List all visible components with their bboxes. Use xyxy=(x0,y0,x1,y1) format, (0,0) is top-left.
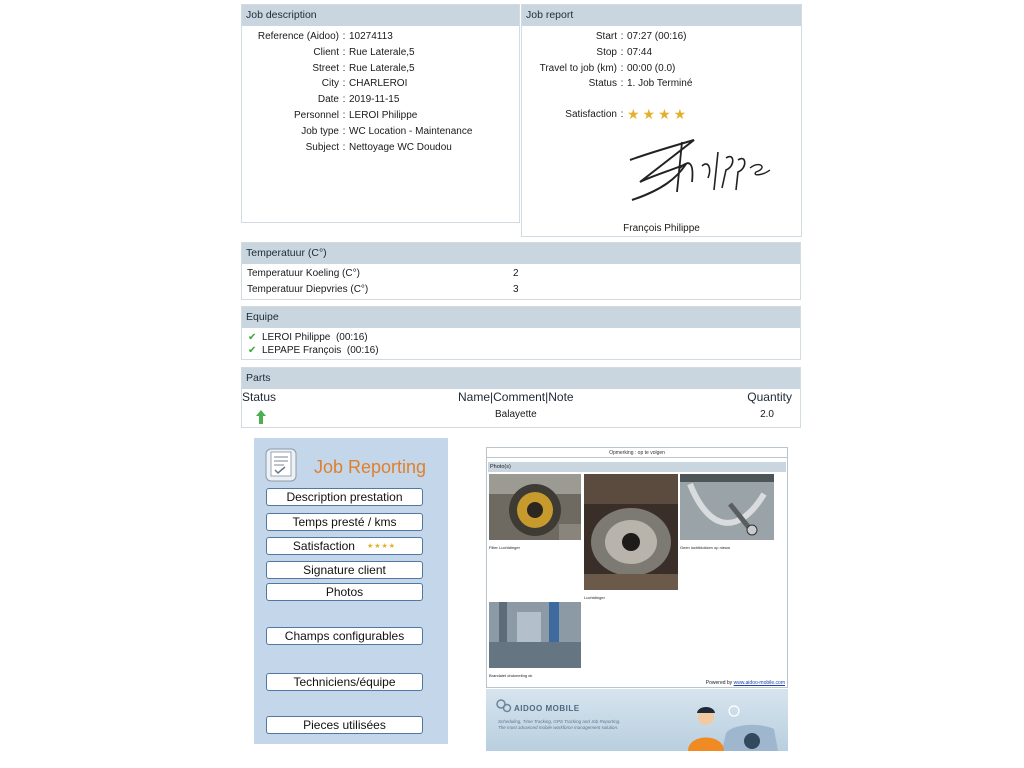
description-prestation-button[interactable]: Description prestation xyxy=(266,488,423,506)
part-quantity: 2.0 xyxy=(760,409,774,420)
signature-image xyxy=(622,130,782,212)
stop-row: Stop : 07:44 xyxy=(596,46,653,58)
photo-caption: Filter Luchtdinger xyxy=(489,545,520,550)
check-icon: ✔ xyxy=(248,345,257,356)
photos-panel xyxy=(486,447,788,688)
job-report-panel xyxy=(521,4,802,237)
parts-title: Parts xyxy=(242,368,800,389)
job-description-panel xyxy=(241,4,520,223)
photo-caption: Geen luchtklokken op nieuw xyxy=(680,545,731,550)
parts-panel xyxy=(241,367,801,428)
photos-remark: Opmerking : op te volgen xyxy=(487,448,787,458)
temp-row-koeling: Temperatuur Koeling (C°) 2 xyxy=(247,268,519,279)
job-description-title: Job description xyxy=(242,5,519,26)
job-type-row: Job type : WC Location - Maintenance xyxy=(301,125,473,137)
street-row: Street : Rue Laterale,5 xyxy=(312,62,415,74)
gears-icon xyxy=(496,699,512,713)
temps-preste-button[interactable]: Temps presté / kms xyxy=(266,513,423,531)
photo-luchtklokken[interactable] xyxy=(680,474,774,540)
photo-brandalet[interactable] xyxy=(489,602,581,668)
job-reporting-menu xyxy=(254,438,448,744)
job-report-title: Job report xyxy=(522,5,801,26)
subject-row: Subject : Nettoyage WC Doudou xyxy=(305,141,452,153)
parts-col-quantity: Quantity xyxy=(747,390,792,404)
photo-filter[interactable] xyxy=(489,474,581,540)
arrow-up-icon xyxy=(256,410,266,424)
date-row: Date : 2019-11-15 xyxy=(317,94,400,106)
pieces-utilisees-button[interactable]: Pieces utilisées xyxy=(266,716,423,734)
techniciens-equipe-button[interactable]: Techniciens/équipe xyxy=(266,673,423,691)
temperature-panel xyxy=(241,242,801,300)
equipe-title: Equipe xyxy=(242,307,800,328)
start-row: Start : 07:27 (00:16) xyxy=(595,31,687,42)
parts-col-status: Status xyxy=(242,390,277,404)
photos-title: Photo(s) xyxy=(488,462,786,472)
equipe-member: ✔ LEPAPE François (00:16) xyxy=(248,345,379,356)
aidoo-banner xyxy=(486,689,788,751)
signature-client-button[interactable]: Signature client xyxy=(266,561,423,579)
satisfaction-row: Satisfaction : ★★★★ xyxy=(565,106,690,123)
equipe-member: ✔ LEROI Philippe (00:16) xyxy=(248,332,368,343)
satisfaction-button[interactable]: Satisfaction ★★★★ xyxy=(266,537,423,555)
equipe-panel xyxy=(241,306,801,360)
job-reporting-title: Job Reporting xyxy=(314,457,427,477)
reference-row: Reference (Aidoo) : 10274113 xyxy=(257,31,393,42)
parts-col-name: Name|Comment|Note xyxy=(458,390,574,404)
personnel-row: Personnel : LEROI Philippe xyxy=(293,109,418,121)
city-row: City : CHARLEROI xyxy=(321,78,408,90)
report-document-icon xyxy=(265,448,297,482)
powered-by-link[interactable]: www.aidoo-mobile.com xyxy=(733,680,785,686)
temp-row-diepvries: Temperatuur Diepvries (C°) 3 xyxy=(247,283,519,295)
travel-row: Travel to job (km) : 00:00 (0.0) xyxy=(539,62,676,74)
client-row: Client : Rue Laterale,5 xyxy=(313,46,415,58)
check-icon: ✔ xyxy=(248,332,257,343)
photo-caption: Brandalet drukmeting ok xyxy=(489,673,533,678)
photos-button[interactable]: Photos xyxy=(266,583,423,601)
status-row: Status : 1. Job Terminé xyxy=(588,78,693,90)
banner-tagline: Scheduling, Time Tracking, GPS Tracking and Job Reporting. The most advanced mobile workforce management solution. xyxy=(498,719,621,730)
champs-configurables-button[interactable]: Champs configurables xyxy=(266,627,423,645)
technician-illustration xyxy=(682,703,778,751)
satisfaction-stars-icon: ★★★★ xyxy=(366,543,397,550)
temperature-title: Temperatuur (C°) xyxy=(242,243,800,264)
part-name: Balayette xyxy=(495,409,537,420)
banner-title: AIDOO MOBILE xyxy=(514,704,580,713)
signer-name: François Philippe xyxy=(623,223,700,234)
powered-by: Powered by www.aidoo-mobile.com xyxy=(705,680,785,686)
photo-luchtdinger[interactable] xyxy=(584,474,678,590)
satisfaction-stars: ★★★★ xyxy=(627,106,690,123)
photo-caption: Luchtdinger xyxy=(584,595,605,600)
